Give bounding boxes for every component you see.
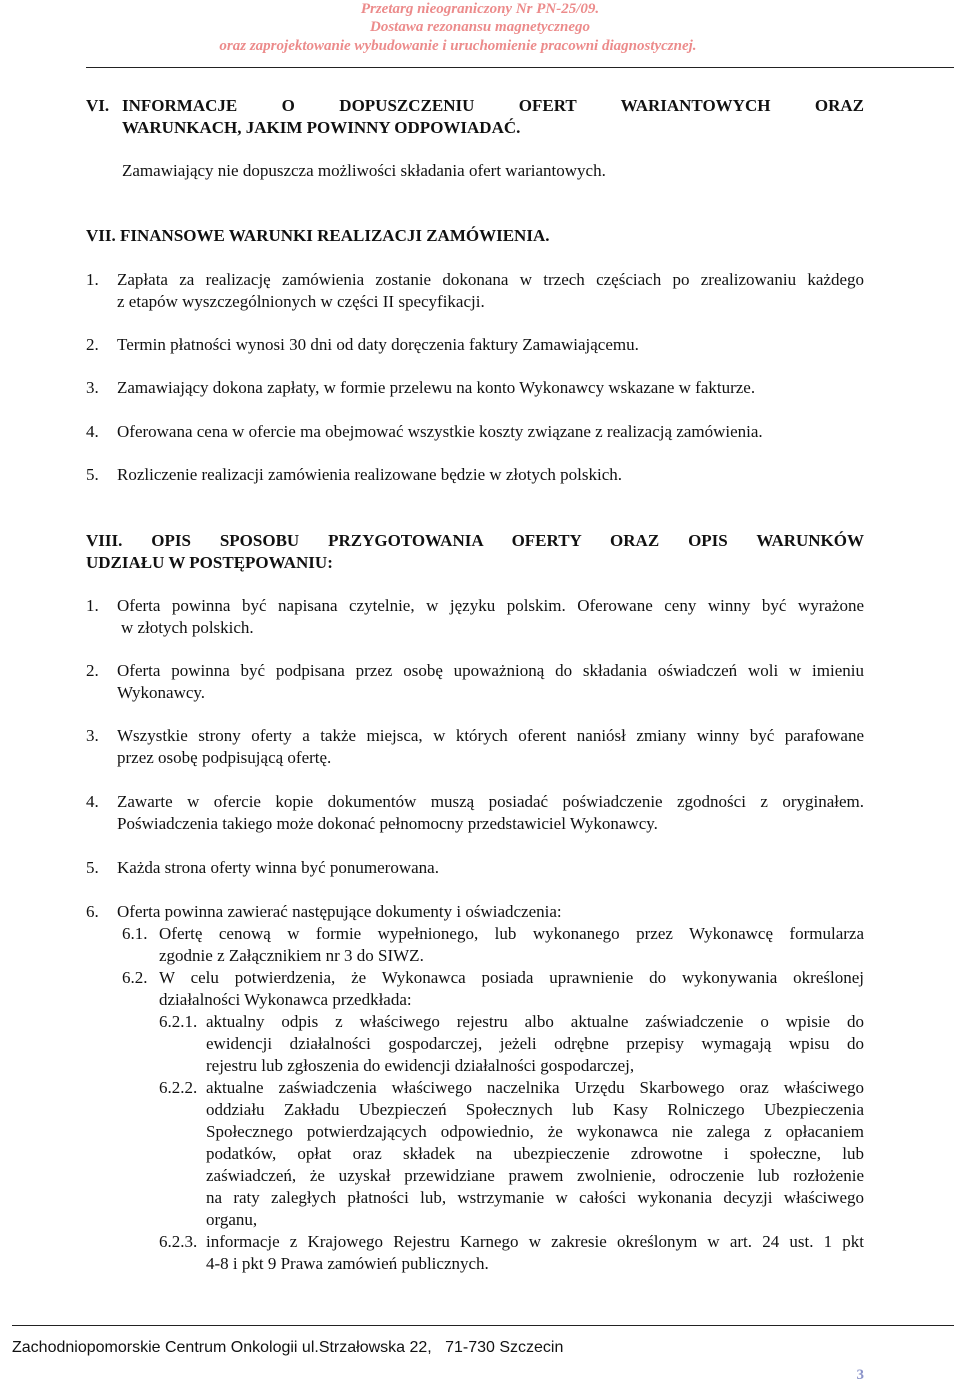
sub61-num: 6.1. <box>122 924 148 943</box>
sub621-line3: rejestru lub zgłoszenia do ewidencji działalności gospodarczej, <box>206 1056 635 1075</box>
sub622-line4: podatków, opłat oraz składek na ubezpieczenie zdrowotne i społeczne, lub <box>206 1144 864 1163</box>
s7-item5-line1: Rozliczenie realizacji zamówienia realizowane będzie w złotych polskich. <box>117 465 623 484</box>
footer-address: Zachodniopomorskie Centrum Onkologii ul.Strzałowska 22, 71-730 Szczecin <box>12 1339 564 1356</box>
s8-item4-num: 4. <box>86 792 99 811</box>
section6-title-line1: INFORMACJE O DOPUSZCZENIU OFERT WARIANTOWYCH ORAZ <box>122 96 864 115</box>
sub62-num: 6.2. <box>122 968 148 987</box>
s8-item6-line1: Oferta powinna zawierać następujące dokumenty i oświadczenia: <box>117 902 562 921</box>
s8-item5-num: 5. <box>86 858 99 877</box>
sub62-line1: W celu potwierdzenia, że Wykonawca posiada uprawnienie do wykonywania określonej <box>159 968 864 987</box>
footer-divider <box>12 1325 954 1326</box>
s8-item2-line1: Oferta powinna być podpisana przez osobę upoważnioną do składania oświadczeń woli w imieniu <box>117 661 864 680</box>
s8-item1-num: 1. <box>86 596 99 615</box>
s8-item2-line2: Wykonawcy. <box>117 683 206 702</box>
section6-num: VI. <box>86 96 110 115</box>
sub623-num: 6.2.3. <box>159 1232 198 1251</box>
s7-item2-line1: Termin płatności wynosi 30 dni od daty doręczenia faktury Zamawiającemu. <box>117 335 639 354</box>
s7-item4-line1: Oferowana cena w ofercie ma obejmować wszystkie koszty związane z realizacją zamówienia. <box>117 422 763 441</box>
sub623-line2: 4-8 i pkt 9 Prawa zamówień publicznych. <box>206 1254 489 1273</box>
section8-title-line1: VIII. OPIS SPOSOBU PRZYGOTOWANIA OFERTY ORAZ OPIS WARUNKÓW <box>86 531 864 550</box>
s8-item3-num: 3. <box>86 726 99 745</box>
sub622-line2: oddziału Zakładu Ubezpieczeń Społecznych lub Kasy Rolniczego Ubezpieczenia <box>206 1100 864 1119</box>
header-line-2: Dostawa rezonansu magnetycznego <box>369 19 591 35</box>
sub621-line1: aktualny odpis z właściwego rejestru albo aktualne zaświadczenie o wpisie do <box>206 1012 864 1031</box>
header-line-1: Przetarg nieograniczony Nr PN-25/09. <box>360 1 600 17</box>
header-line-3: oraz zaprojektowanie wybudowanie i uruchomienie pracowni diagnostycznej. <box>219 38 697 54</box>
sub622-line7: organu, <box>206 1210 258 1229</box>
s8-item2-num: 2. <box>86 661 99 680</box>
header-divider <box>86 67 954 68</box>
sub622-line6: na raty zaległych płatności lub, wstrzymanie w całości wykonania decyzji właściwego <box>206 1188 864 1207</box>
s8-item4-line1: Zawarte w ofercie kopie dokumentów muszą posiadać poświadczenie zgodności z oryginałem. <box>117 792 864 811</box>
sub61-line2: zgodnie z Załącznikiem nr 3 do SIWZ. <box>159 946 424 965</box>
s8-item4-line2: Poświadczenia takiego może dokonać pełnomocny przedstawiciel Wykonawcy. <box>117 814 658 833</box>
s8-item1-line1: Oferta powinna być napisana czytelnie, w języku polskim. Oferowane ceny winny być wyrażone <box>117 596 864 615</box>
s7-item5-num: 5. <box>86 465 99 484</box>
sub621-num: 6.2.1. <box>159 1012 198 1031</box>
s7-item1-line1: Zapłata za realizację zamówienia zostanie dokonana w trzech częściach po zrealizowaniu każdego <box>117 270 864 289</box>
section6-text: Zamawiający nie dopuszcza możliwości składania ofert wariantowych. <box>122 161 606 180</box>
s8-item5-line1: Każda strona oferty winna być ponumerowana. <box>117 858 439 877</box>
sub62-line2: działalności Wykonawca przedkłada: <box>159 990 412 1009</box>
sub621-line2: ewidencji działalności gospodarczej, jeżeli odrębne przepisy wymagają wpisu do <box>206 1034 864 1053</box>
sub623-line1: informacje z Krajowego Rejestru Karnego w zakresie określonym w art. 24 ust. 1 pkt <box>206 1232 864 1251</box>
s8-item6-num: 6. <box>86 902 99 921</box>
s8-item3-line1: Wszystkie strony oferty a także miejsca, w których oferent naniósł zmiany winny być parafowane <box>117 726 864 745</box>
s7-item4-num: 4. <box>86 422 99 441</box>
s7-item1-num: 1. <box>86 270 99 289</box>
section8-title-line2: UDZIAŁU W POSTĘPOWANIU: <box>86 553 333 572</box>
section6-title-line2: WARUNKACH, JAKIM POWINNY ODPOWIADAĆ. <box>122 118 521 137</box>
page-number: 3 <box>856 1367 864 1383</box>
section7-title: VII. FINANSOWE WARUNKI REALIZACJI ZAMÓWIENIA. <box>86 226 550 245</box>
sub622-line3: Społecznego potwierdzających odpowiednio, że wykonawca nie zalega z opłacaniem <box>206 1122 864 1141</box>
sub61-line1: Ofertę cenową w formie wypełnionego, lub wykonanego przez Wykonawcę formularza <box>159 924 864 943</box>
sub622-num: 6.2.2. <box>159 1078 198 1097</box>
s8-item1-line2: w złotych polskich. <box>121 618 254 637</box>
s8-item3-line2: przez osobę podpisującą ofertę. <box>117 748 332 767</box>
s7-item2-num: 2. <box>86 335 99 354</box>
s7-item1-line2: z etapów wyszczególnionych w części II specyfikacji. <box>117 292 485 311</box>
s7-item3-num: 3. <box>86 378 99 397</box>
sub622-line1: aktualne zaświadczenia właściwego naczelnika Urzędu Skarbowego oraz właściwego <box>206 1078 864 1097</box>
s7-item3-line1: Zamawiający dokona zapłaty, w formie przelewu na konto Wykonawcy wskazane w fakturze. <box>117 378 756 397</box>
sub622-line5: zaświadczeń, że uzyskał przewidziane prawem zwolnienie, odroczenie lub rozłożenie <box>206 1166 864 1185</box>
